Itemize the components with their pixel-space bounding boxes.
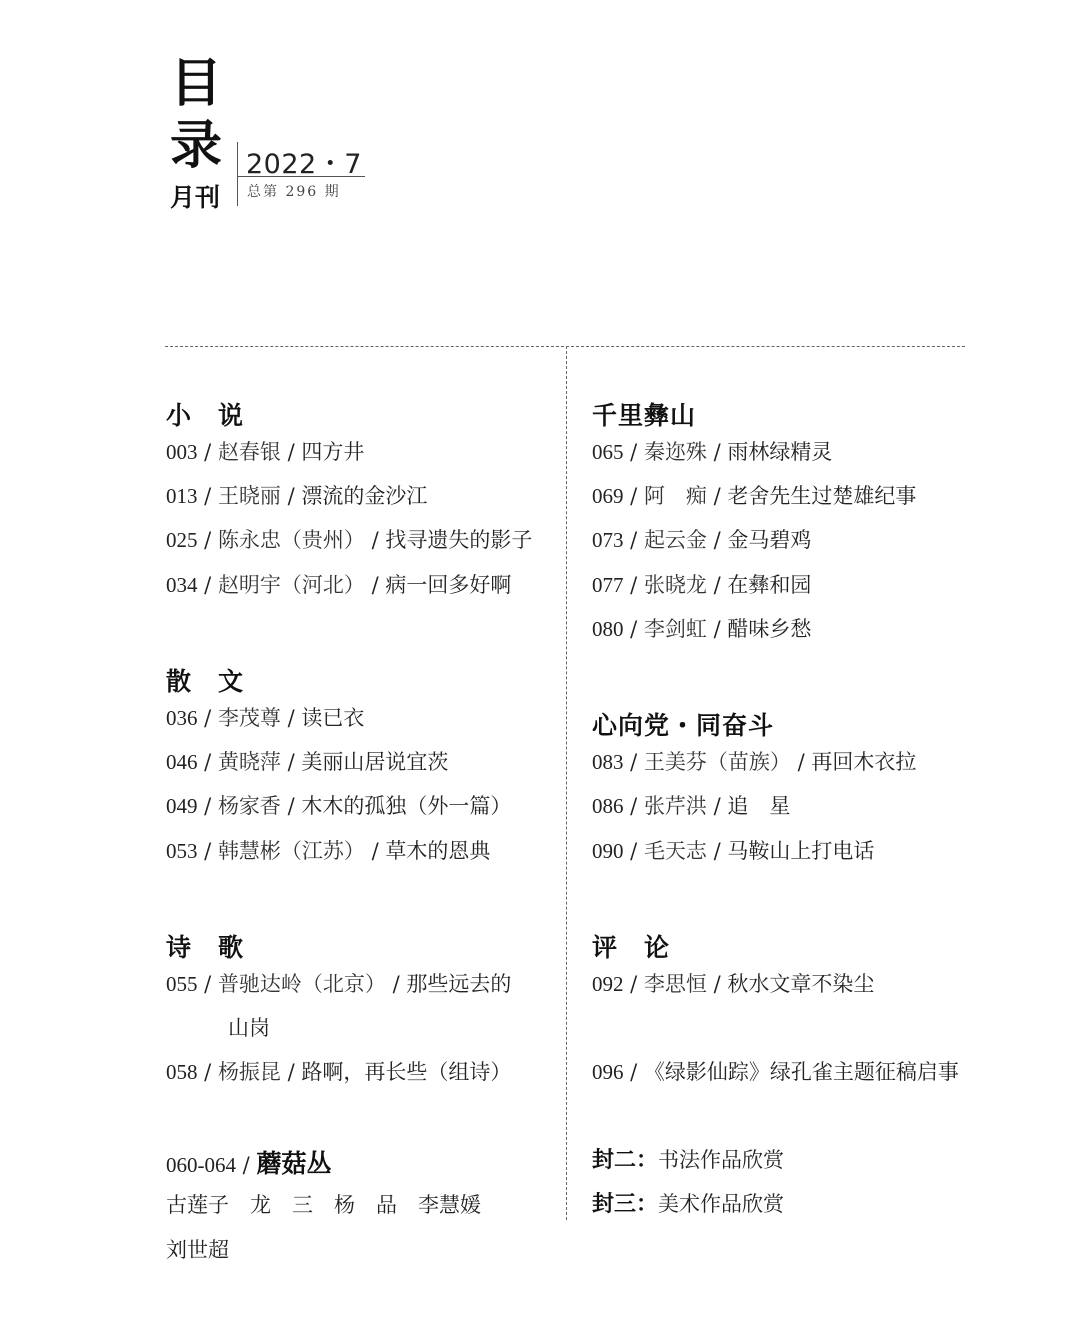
title-char-mu: 目 xyxy=(170,54,223,114)
header-vertical-rule xyxy=(237,142,238,206)
toc-entry[interactable]: 069 / 阿 痴 / 老舍先生过楚雄纪事 xyxy=(592,484,917,508)
section-title-review: 评 论 xyxy=(592,933,671,962)
section-title-heart-party: 心向党・同奋斗 xyxy=(592,711,775,740)
toc-entry[interactable]: 055 / 普驰达岭（北京） / 那些远去的 xyxy=(166,972,512,996)
toc-entry[interactable]: 046 / 黄晓萍 / 美丽山居说宜茨 xyxy=(166,750,449,774)
cover-three-entry: 封三：美术作品欣赏 xyxy=(592,1192,785,1217)
section-title-fiction: 小 说 xyxy=(166,401,245,430)
toc-entry[interactable]: 080 / 李剑虹 / 醋味乡愁 xyxy=(592,617,812,641)
cover-two-entry: 封二：书法作品欣赏 xyxy=(592,1148,785,1173)
toc-entry[interactable]: 049 / 杨家香 / 木木的孤独（外一篇） xyxy=(166,794,512,818)
notice-entry[interactable]: 096 / 《绿影仙踪》绿孔雀主题征稿启事 xyxy=(592,1060,959,1084)
toc-entry[interactable]: 090 / 毛天志 / 马鞍山上打电话 xyxy=(592,839,875,863)
toc-entry[interactable]: 058 / 杨振昆 / 路啊，再长些（组诗） xyxy=(166,1060,512,1084)
section-title-poetry: 诗 歌 xyxy=(166,933,245,962)
title-char-lu: 录 xyxy=(170,116,223,176)
toc-entry[interactable]: 013 / 王晓丽 / 漂流的金沙江 xyxy=(166,484,428,508)
toc-entry[interactable]: 053 / 韩慧彬（江苏） / 草木的恩典 xyxy=(166,839,491,863)
toc-entry[interactable]: 025 / 陈永忠（贵州） / 找寻遗失的影子 xyxy=(166,528,533,552)
mushroom-authors: 古莲子 龙 三 杨 品 李慧媛 xyxy=(166,1193,481,1217)
toc-entry[interactable]: 073 / 起云金 / 金马碧鸡 xyxy=(592,528,812,552)
dashed-divider-vertical xyxy=(566,346,567,1220)
mushroom-authors-cont: 刘世超 xyxy=(166,1238,229,1262)
mushroom-title: 蘑菇丛 xyxy=(256,1149,332,1178)
issue-date: 2022・7 xyxy=(246,149,362,180)
toc-entry-continuation: 山岗 xyxy=(228,1016,270,1040)
toc-entry[interactable]: 077 / 张晓龙 / 在彝和园 xyxy=(592,573,812,597)
toc-entry[interactable]: 034 / 赵明宇（河北） / 病一回多好啊 xyxy=(166,573,512,597)
toc-entry[interactable]: 086 / 张芹洪 / 追 星 xyxy=(592,794,791,818)
toc-entry[interactable]: 036 / 李茂尊 / 读已衣 xyxy=(166,706,365,730)
section-title-prose: 散 文 xyxy=(166,667,245,696)
section-title-qianli-yishan: 千里彝山 xyxy=(592,401,697,430)
toc-entry[interactable]: 065 / 秦迩殊 / 雨林绿精灵 xyxy=(592,440,833,464)
issue-total: 总第 296 期 xyxy=(247,184,341,200)
toc-entry[interactable]: 083 / 王美芬（苗族） / 再回木衣拉 xyxy=(592,750,917,774)
dashed-divider-horizontal xyxy=(165,346,965,347)
monthly-label: 月刊 xyxy=(170,183,221,212)
toc-entry[interactable]: 092 / 李思恒 / 秋水文章不染尘 xyxy=(592,972,875,996)
toc-entry[interactable]: 003 / 赵春银 / 四方井 xyxy=(166,440,365,464)
mushroom-entry[interactable]: 060-064 / 蘑菇丛 xyxy=(166,1149,332,1178)
